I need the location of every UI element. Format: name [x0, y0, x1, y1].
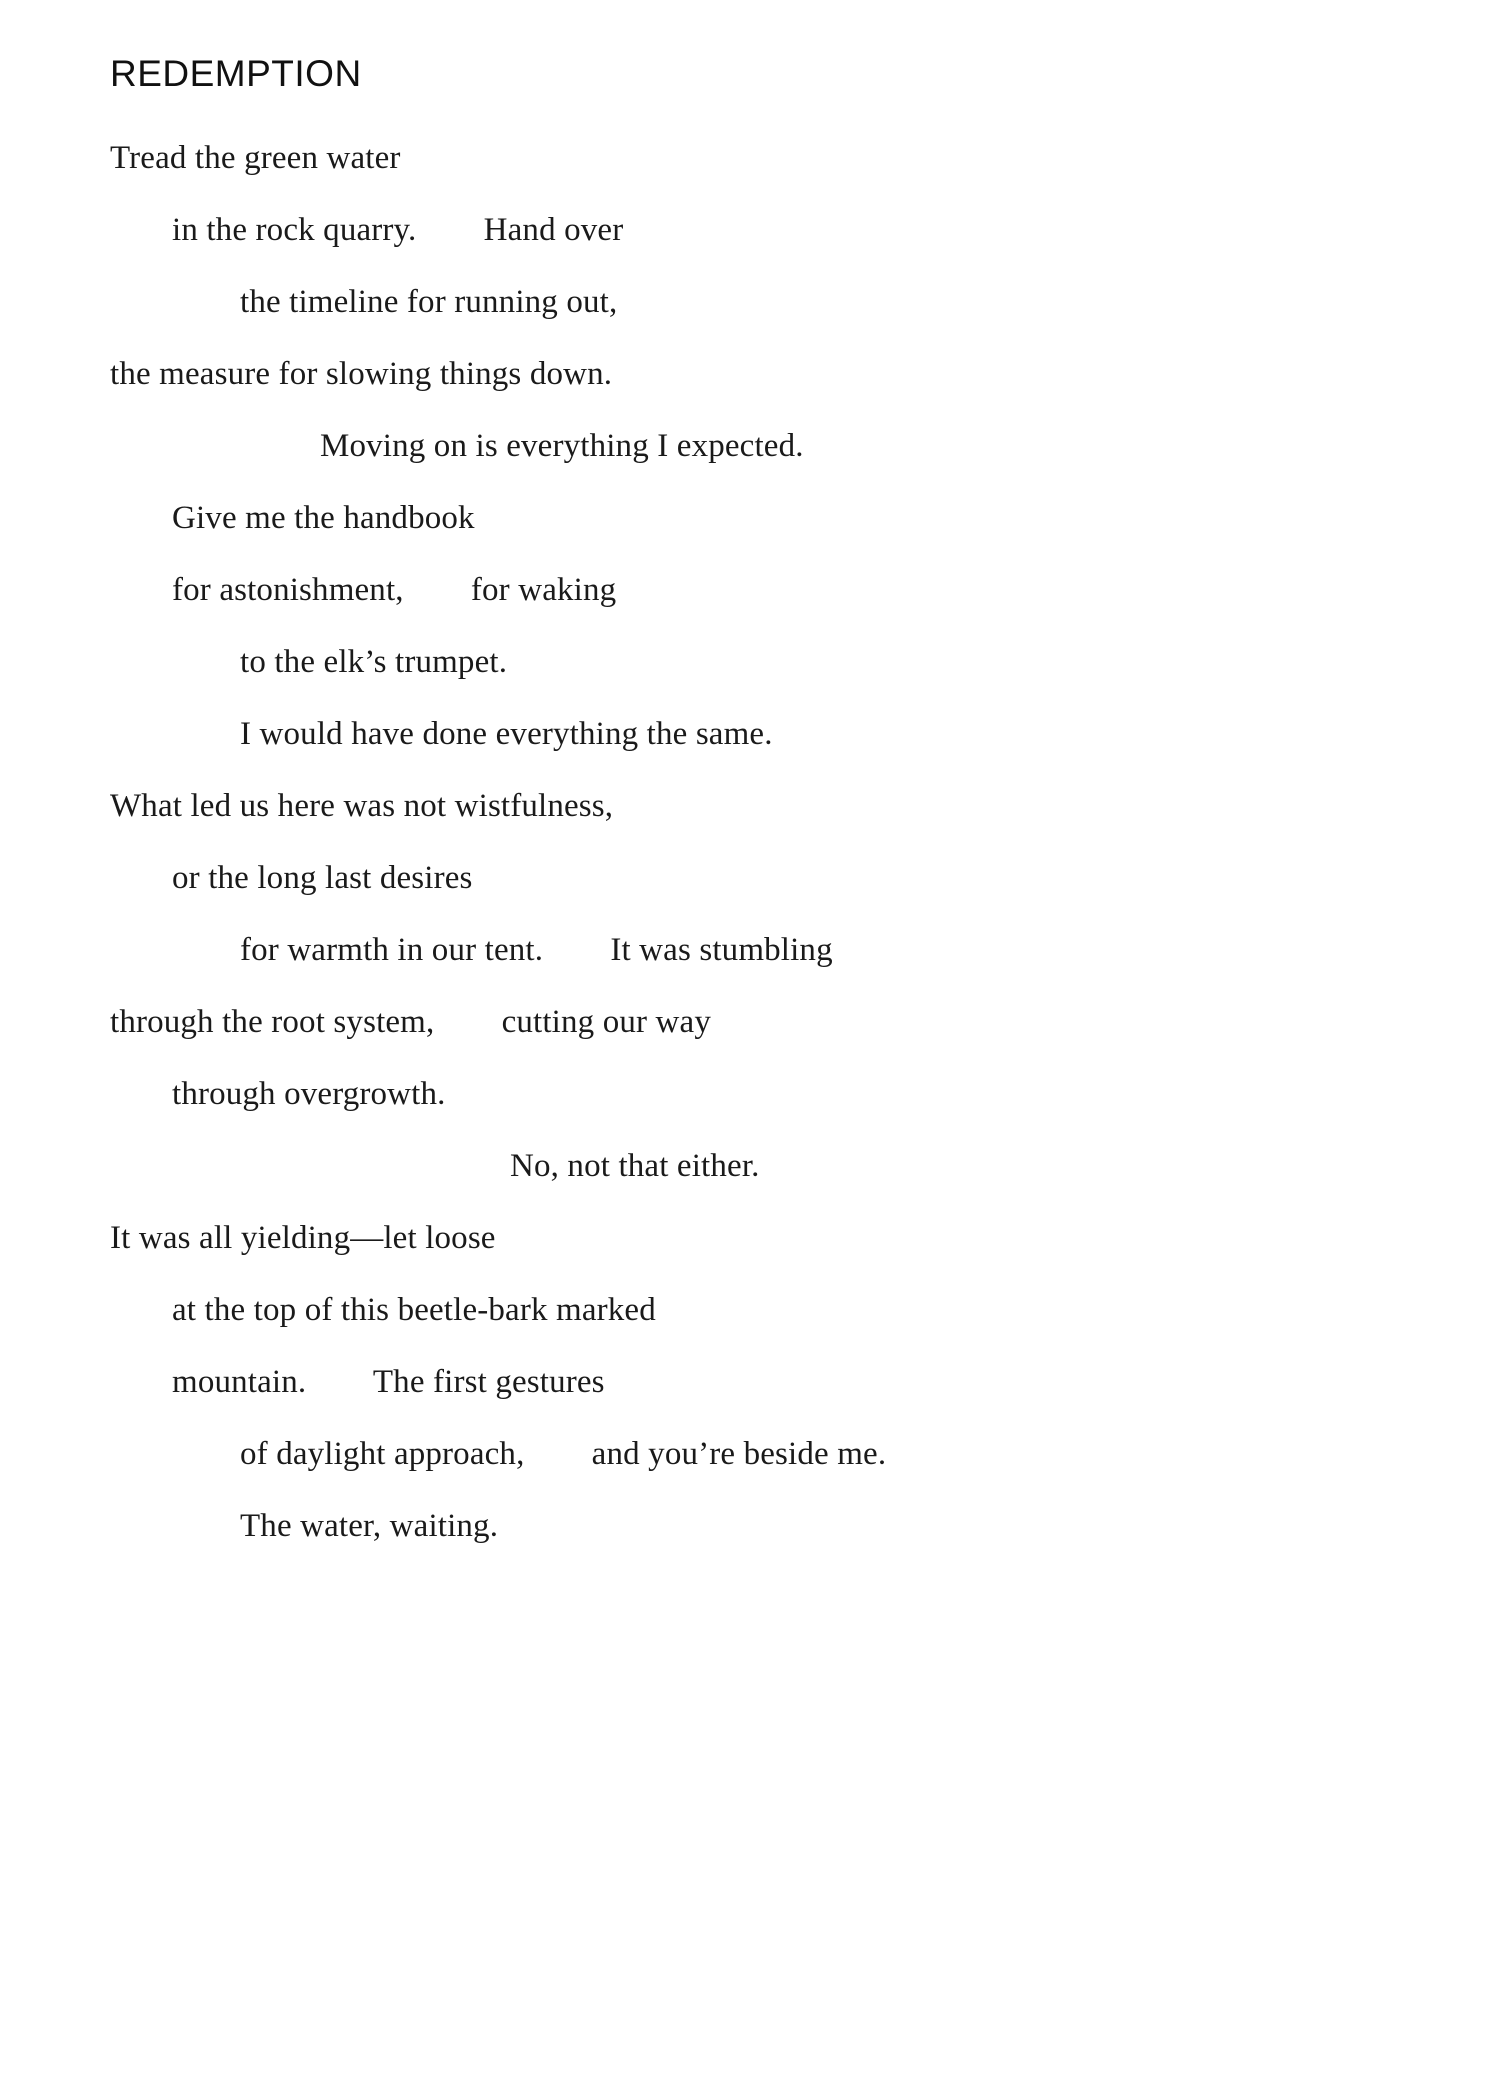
- poem-line: What led us here was not wistfulness,: [110, 788, 614, 824]
- poem-line: Moving on is everything I expected.: [320, 428, 804, 464]
- poem-line: mountain. The first gestures: [172, 1364, 605, 1400]
- poem-line: at the top of this beetle-bark marked: [172, 1292, 656, 1328]
- poem-line: the timeline for running out,: [240, 284, 618, 320]
- poem-body: [0, 122, 1496, 1562]
- poem-line: No, not that either.: [510, 1148, 760, 1184]
- poem-line: Tread the green water: [110, 140, 401, 176]
- poem-line: of daylight approach, and you’re beside me.: [240, 1436, 887, 1472]
- poem-line: for warmth in our tent. It was stumbling: [240, 932, 833, 968]
- poem-line: for astonishment, for waking: [172, 572, 617, 608]
- poem-line: through overgrowth.: [172, 1076, 446, 1112]
- poem-line: The water, waiting.: [240, 1508, 499, 1544]
- poem-line: It was all yielding—let loose: [110, 1220, 496, 1256]
- poem-line: to the elk’s trumpet.: [240, 644, 508, 680]
- poem-line: through the root system, cutting our way: [110, 1004, 711, 1040]
- page-title: REDEMPTION: [110, 52, 362, 94]
- poem-line: I would have done everything the same.: [240, 716, 773, 752]
- poem-line: Give me the handbook: [172, 500, 475, 536]
- poem-line: the measure for slowing things down.: [110, 356, 613, 392]
- poem-line: or the long last desires: [172, 860, 473, 896]
- poem-line: in the rock quarry. Hand over: [172, 212, 624, 248]
